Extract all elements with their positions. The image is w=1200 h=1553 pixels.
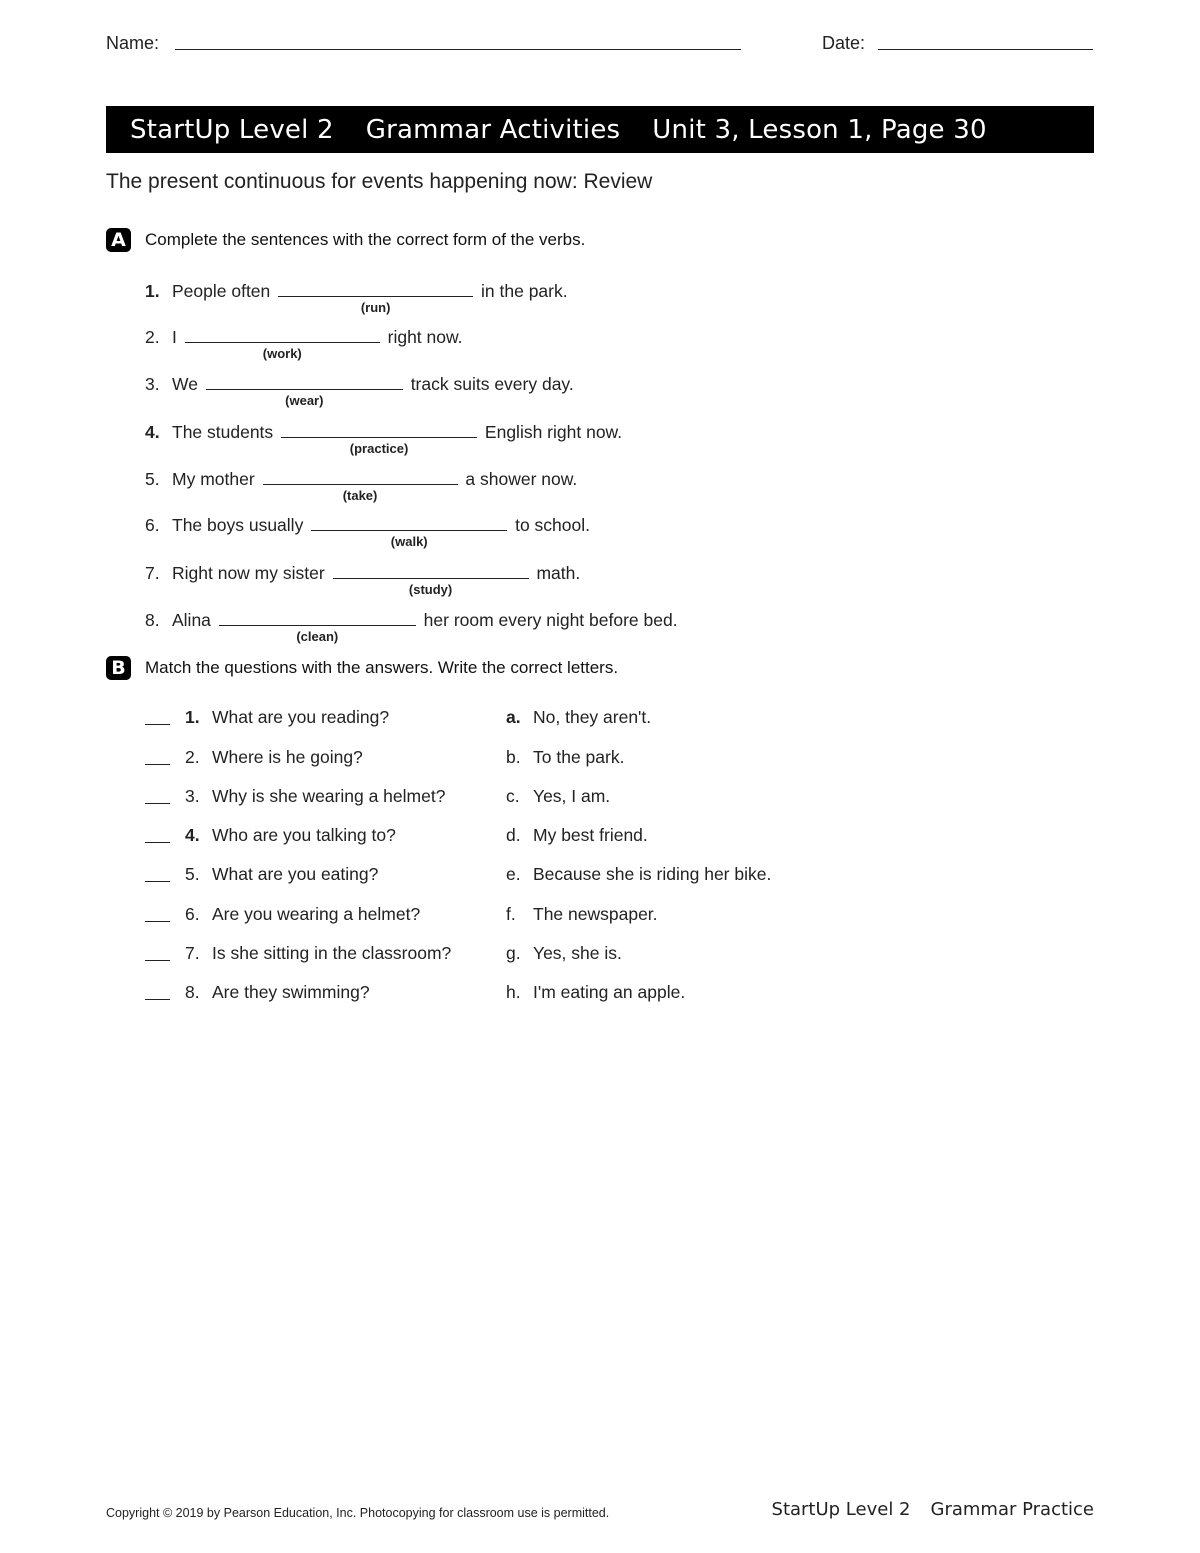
item-number: 2. — [145, 327, 160, 347]
item-text-after: a shower now. — [465, 469, 578, 489]
item-text-after: right now. — [387, 327, 463, 347]
answer-letter: h. — [506, 982, 521, 1002]
answer-blank[interactable] — [206, 373, 403, 408]
answer-text: I'm eating an apple. — [533, 982, 686, 1002]
question-number: 5. — [185, 864, 200, 884]
answer-text: Yes, I am. — [533, 786, 611, 806]
question-number: 2. — [185, 747, 200, 767]
item-number: 1. — [145, 281, 160, 301]
section-a-heading — [106, 228, 585, 252]
verb-hint: (practice) — [349, 441, 409, 456]
item-text-before: The students — [172, 422, 274, 442]
footer-level: StartUp Level 2 — [771, 1499, 911, 1520]
item-number: 3. — [145, 374, 160, 394]
answer-text: My best friend. — [533, 825, 648, 845]
letter-blank[interactable] — [145, 842, 170, 843]
question-text: Why is she wearing a helmet? — [212, 786, 446, 806]
footer-title — [772, 1499, 1094, 1520]
exercise-a-item — [145, 326, 463, 366]
answer-blank[interactable] — [278, 280, 473, 315]
question-number: 8. — [185, 982, 200, 1002]
exercise-a-item — [145, 514, 590, 554]
answer-letter: c. — [506, 786, 520, 806]
item-number: 4. — [145, 422, 160, 442]
answer-blank[interactable] — [263, 468, 458, 503]
verb-hint: (work) — [262, 346, 302, 361]
section-a-instruction: Complete the sentences with the correct form of the verbs. — [145, 230, 586, 249]
answer-letter: d. — [506, 825, 521, 845]
exercise-a-item — [145, 562, 580, 602]
item-text-before: I — [172, 327, 177, 347]
letter-blank[interactable] — [145, 803, 170, 804]
letter-blank[interactable] — [145, 999, 170, 1000]
answer-letter: b. — [506, 747, 521, 767]
title-level: StartUp Level 2 — [130, 114, 334, 145]
answer-text: The newspaper. — [533, 904, 658, 924]
question-text: Is she sitting in the classroom? — [212, 943, 452, 963]
answer-text: Yes, she is. — [533, 943, 622, 963]
item-text-after: her room every night before bed. — [423, 610, 678, 630]
verb-hint: (wear) — [285, 393, 324, 408]
answer-letter: g. — [506, 943, 521, 963]
answer-text: No, they aren't. — [533, 707, 652, 727]
answer-text: Because she is riding her bike. — [533, 864, 772, 884]
exercise-a-item — [145, 280, 568, 320]
verb-hint: (clean) — [296, 629, 339, 644]
item-number: 7. — [145, 563, 160, 583]
name-label: Name: — [106, 33, 160, 53]
letter-blank[interactable] — [145, 764, 170, 765]
answer-letter: e. — [506, 864, 521, 884]
question-number: 6. — [185, 904, 200, 924]
footer-practice: Grammar Practice — [930, 1499, 1094, 1520]
title-activity: Grammar Activities — [365, 114, 621, 145]
verb-hint: (take) — [342, 488, 378, 503]
question-text: What are you eating? — [212, 864, 379, 884]
letter-blank[interactable] — [145, 921, 170, 922]
answer-blank[interactable] — [185, 326, 380, 361]
item-text-before: The boys usually — [172, 515, 304, 535]
question-text: Who are you talking to? — [212, 825, 396, 845]
name-field[interactable] — [175, 49, 741, 50]
section-b-heading — [106, 656, 618, 680]
answer-text: To the park. — [533, 747, 625, 767]
item-text-before: People often — [172, 281, 271, 301]
verb-hint: (run) — [360, 300, 391, 315]
item-number: 8. — [145, 610, 160, 630]
item-text-after: to school. — [515, 515, 590, 535]
answer-letter: f. — [506, 904, 516, 924]
section-a-badge: A — [106, 228, 131, 252]
exercise-a-item — [145, 468, 577, 508]
section-b-instruction: Match the questions with the answers. Write the correct letters. — [145, 658, 619, 677]
question-number: 4. — [185, 825, 200, 845]
verb-hint: (walk) — [390, 534, 428, 549]
letter-blank[interactable] — [145, 724, 170, 725]
question-text: What are you reading? — [212, 707, 390, 727]
verb-hint: (study) — [408, 582, 453, 597]
page-subtitle: The present continuous for events happening now: Review — [106, 170, 653, 193]
item-text-after: in the park. — [481, 281, 568, 301]
question-text: Where is he going? — [212, 747, 363, 767]
item-text-after: track suits every day. — [410, 374, 574, 394]
question-number: 7. — [185, 943, 200, 963]
answer-blank[interactable] — [281, 421, 477, 456]
item-text-after: English right now. — [484, 422, 623, 442]
answer-blank[interactable] — [333, 562, 529, 597]
question-text: Are they swimming? — [212, 982, 370, 1002]
answer-letter: a. — [506, 707, 521, 727]
item-number: 6. — [145, 515, 160, 535]
date-label: Date: — [822, 33, 866, 53]
exercise-a-item — [145, 609, 678, 649]
title-bar — [106, 106, 1094, 153]
letter-blank[interactable] — [145, 960, 170, 961]
exercise-a-item — [145, 421, 622, 461]
copyright-notice: Copyright © 2019 by Pearson Education, Inc. Photocopying for classroom use is permitted. — [106, 1506, 610, 1520]
item-text-before: We — [172, 374, 198, 394]
exercise-a-item — [145, 373, 574, 413]
question-number: 1. — [185, 707, 200, 727]
section-b-badge: B — [106, 656, 131, 680]
answer-blank[interactable] — [219, 609, 416, 644]
item-text-after: math. — [536, 563, 581, 583]
item-text-before: Right now my sister — [172, 563, 325, 583]
date-field[interactable] — [878, 49, 1093, 50]
item-number: 5. — [145, 469, 160, 489]
letter-blank[interactable] — [145, 881, 170, 882]
question-number: 3. — [185, 786, 200, 806]
answer-blank[interactable] — [311, 514, 507, 549]
item-text-before: My mother — [172, 469, 255, 489]
title-unit: Unit 3, Lesson 1, Page 30 — [652, 114, 987, 145]
question-text: Are you wearing a helmet? — [212, 904, 421, 924]
item-text-before: Alina — [172, 610, 211, 630]
